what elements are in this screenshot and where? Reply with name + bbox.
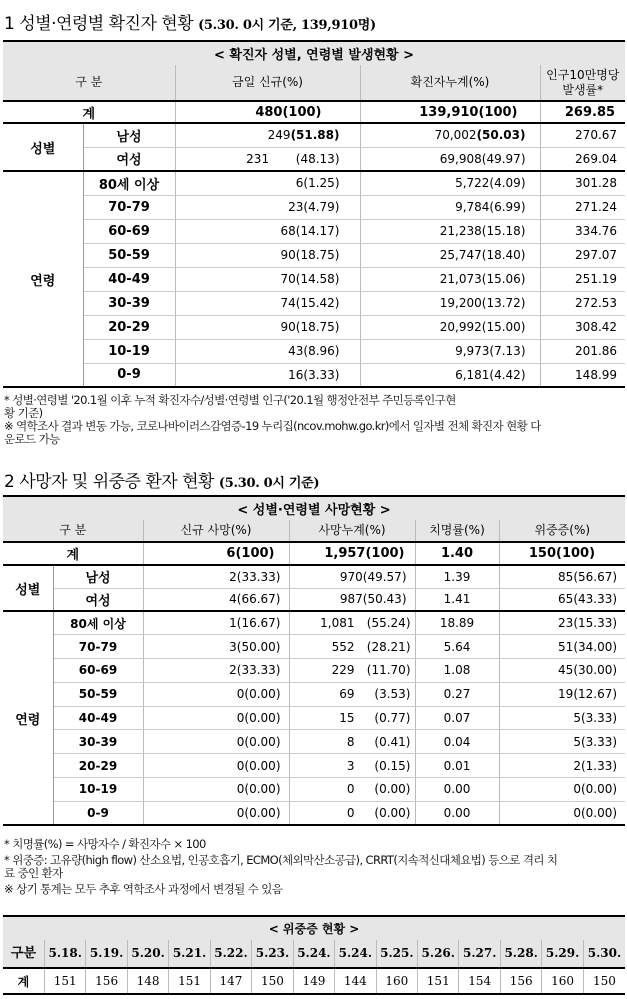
cell-value: 0(0.00) bbox=[143, 778, 289, 802]
table-row bbox=[3, 195, 625, 219]
cell-value: 229 bbox=[331, 663, 355, 678]
note-line: ※ 상기 통계는 모두 추후 역학조사 과정에서 변경될 수 있음 bbox=[4, 882, 283, 896]
cell-value: 0(0.00) bbox=[499, 778, 625, 802]
row-label: 70-79 bbox=[53, 635, 143, 659]
cell-value: 25,747(18.40) bbox=[360, 243, 540, 267]
table2-header-fatality: 치명률(%) bbox=[415, 520, 499, 542]
cell-value: 21,238(15.18) bbox=[360, 219, 540, 243]
table2-header-new: 신규 사망(%) bbox=[143, 520, 289, 542]
cell-value: 0(0.00) bbox=[143, 706, 289, 730]
cell-value: 90(18.75) bbox=[175, 315, 360, 339]
cell-value: (0.00) bbox=[374, 782, 411, 797]
cell-value: 2(33.33) bbox=[143, 565, 289, 588]
row-label: 여성 bbox=[83, 147, 175, 171]
row-label: 30-39 bbox=[53, 730, 143, 754]
cell-value: 150 bbox=[583, 968, 625, 994]
table-row bbox=[3, 315, 625, 339]
cell-value: 0.01 bbox=[415, 754, 499, 778]
cell-value: 0 bbox=[346, 806, 355, 821]
cell-value: 151 bbox=[44, 968, 85, 994]
date-header: 5.19. bbox=[86, 940, 127, 968]
cell-value: 5(3.33) bbox=[499, 730, 625, 754]
table-row bbox=[3, 147, 625, 171]
cell-value: 45(30.00) bbox=[499, 659, 625, 683]
cell-value: 251.19 bbox=[540, 267, 625, 291]
cell-value: 970(49.57) bbox=[289, 565, 415, 588]
cell-value: 3(50.00) bbox=[143, 635, 289, 659]
cell-value: (3.53) bbox=[374, 687, 411, 702]
cell-value: 0.07 bbox=[415, 706, 499, 730]
table1-header-new: 금일 신규(%) bbox=[175, 65, 360, 101]
table-row bbox=[3, 123, 625, 147]
cell-value bbox=[289, 635, 415, 659]
section1-title-text: 1 성별·연령별 확진자 현황 bbox=[4, 14, 194, 34]
cell-value: 0 bbox=[346, 782, 355, 797]
cell-value: 4(66.67) bbox=[143, 588, 289, 611]
section2-notes bbox=[4, 838, 624, 896]
section2-subtitle: (5.30. 0시 기준) bbox=[218, 476, 320, 491]
cell-value: 150 bbox=[252, 968, 293, 994]
table-row bbox=[3, 339, 625, 363]
total-new: 6(100) bbox=[143, 542, 289, 565]
date-header: 5.18. bbox=[44, 940, 85, 968]
cell-value: 74(15.42) bbox=[175, 291, 360, 315]
cell-value: 9,784(6.99) bbox=[360, 195, 540, 219]
cell-value: (0.15) bbox=[374, 758, 411, 773]
note-line: * 치명률(%) = 사망자수 / 확진자수 × 100 bbox=[4, 837, 206, 851]
cell-value: 0(0.00) bbox=[143, 682, 289, 706]
cell-value bbox=[289, 778, 415, 802]
cell-value: (0.41) bbox=[374, 734, 411, 749]
cell-value: 144 bbox=[335, 968, 376, 994]
row-label: 10-19 bbox=[83, 339, 175, 363]
row-label: 30-39 bbox=[83, 291, 175, 315]
row-label: 80세 이상 bbox=[83, 171, 175, 195]
row-label: 남성 bbox=[53, 565, 143, 588]
date-header: 5.30. bbox=[583, 940, 625, 968]
table1-header-category: 구 분 bbox=[3, 65, 175, 101]
section1-title bbox=[4, 9, 376, 34]
total-label: 계 bbox=[3, 542, 143, 565]
severe-trend-table bbox=[3, 915, 625, 995]
cell-value bbox=[289, 730, 415, 754]
date-header: 5.24. bbox=[335, 940, 376, 968]
cell-value: 231 bbox=[246, 151, 270, 166]
cell-value: (11.70) bbox=[366, 663, 411, 678]
cell-value bbox=[289, 801, 415, 825]
cell-value bbox=[289, 659, 415, 683]
cell-value: 148.99 bbox=[540, 363, 625, 387]
row-label: 40-49 bbox=[53, 706, 143, 730]
total-fatality: 1.40 bbox=[415, 542, 499, 565]
cell-value: 19(12.67) bbox=[499, 682, 625, 706]
table-row bbox=[3, 801, 625, 825]
cell-value: 3 bbox=[346, 758, 355, 773]
cell-value: 0(0.00) bbox=[143, 754, 289, 778]
table-row bbox=[3, 754, 625, 778]
cell-value: 987(50.43) bbox=[289, 588, 415, 611]
row-label: 10-19 bbox=[53, 778, 143, 802]
note-line: * 위중증: 고유량(high flow) 산소요법, 인공호흡기, ECMO(체외막산소공급), CRRT(지속적신대체요법) 등으로 격리 치 bbox=[4, 853, 558, 867]
table-row bbox=[3, 778, 625, 802]
cell-value: 1,081 bbox=[320, 616, 355, 631]
cell-value: 19,200(13.72) bbox=[360, 291, 540, 315]
cell-value: 85(56.67) bbox=[499, 565, 625, 588]
cell-value: 0(0.00) bbox=[143, 801, 289, 825]
cell-value: (55.24) bbox=[366, 616, 411, 631]
cell-value: 1.39 bbox=[415, 565, 499, 588]
cell-value: 20,992(15.00) bbox=[360, 315, 540, 339]
row-label: 60-69 bbox=[53, 659, 143, 683]
age-group-label: 연령 bbox=[3, 171, 83, 387]
cell-value: (50.03) bbox=[476, 128, 526, 143]
cell-value: 0.00 bbox=[415, 778, 499, 802]
cell-value: 148 bbox=[127, 968, 168, 994]
cell-value: 69,908 bbox=[439, 151, 482, 166]
table1-caption: < 확진자 성별, 연령별 발생현황 > bbox=[3, 41, 625, 65]
cell-value: 1.41 bbox=[415, 588, 499, 611]
cell-value: 1(16.67) bbox=[143, 611, 289, 635]
table3-row-label: 계 bbox=[3, 968, 44, 994]
date-header: 5.23. bbox=[252, 940, 293, 968]
total-severe: 150(100) bbox=[499, 542, 625, 565]
cell-value: 70,002 bbox=[434, 128, 477, 143]
cell-value: 147 bbox=[210, 968, 251, 994]
cell-value bbox=[289, 682, 415, 706]
cell-value bbox=[289, 754, 415, 778]
cell-value: 308.42 bbox=[540, 315, 625, 339]
cell-value: (0.77) bbox=[374, 711, 411, 726]
date-header: 5.26. bbox=[418, 940, 459, 968]
cell-value: 149 bbox=[293, 968, 334, 994]
table2-total-row bbox=[3, 542, 625, 565]
cell-value bbox=[289, 706, 415, 730]
cell-value: 65(43.33) bbox=[499, 588, 625, 611]
cell-value: (28.21) bbox=[366, 639, 411, 654]
date-header: 5.29. bbox=[542, 940, 583, 968]
cell-value: 151 bbox=[418, 968, 459, 994]
table-row bbox=[3, 588, 625, 611]
section2-title-text: 2 사망자 및 위중증 환자 현황 bbox=[4, 472, 214, 492]
cell-value: 6(1.25) bbox=[175, 171, 360, 195]
table-row bbox=[3, 565, 625, 588]
table2-caption: < 성별·연령별 사망현황 > bbox=[3, 496, 625, 520]
cell-value: 8 bbox=[346, 734, 355, 749]
cell-value: (49.97) bbox=[481, 151, 526, 166]
section2-title bbox=[4, 467, 319, 492]
table-row bbox=[3, 243, 625, 267]
cell-value: 51(34.00) bbox=[499, 635, 625, 659]
cell-value: 0.00 bbox=[415, 801, 499, 825]
cell-value: 151 bbox=[169, 968, 210, 994]
row-label: 남성 bbox=[83, 123, 175, 147]
table1-total-row bbox=[3, 101, 625, 123]
cell-value: 156 bbox=[500, 968, 541, 994]
cell-value: 156 bbox=[86, 968, 127, 994]
cell-value: 9,973(7.13) bbox=[360, 339, 540, 363]
table-row bbox=[3, 682, 625, 706]
note-line: 운로드 가능 bbox=[4, 432, 60, 446]
age-group-label: 연령 bbox=[3, 611, 53, 825]
date-header: 5.25. bbox=[376, 940, 417, 968]
table-row bbox=[3, 291, 625, 315]
table-row bbox=[3, 730, 625, 754]
table3-header-category: 구분 bbox=[3, 940, 44, 968]
table-row bbox=[3, 267, 625, 291]
total-label: 계 bbox=[3, 101, 175, 123]
cell-value: 18.89 bbox=[415, 611, 499, 635]
date-header: 5.27. bbox=[459, 940, 500, 968]
cell-value: 154 bbox=[459, 968, 500, 994]
cell-value: 249 bbox=[267, 128, 291, 143]
cell-value: 69 bbox=[339, 687, 355, 702]
cell-value: 70(14.58) bbox=[175, 267, 360, 291]
row-label: 0-9 bbox=[83, 363, 175, 387]
table1-header-cumulative: 확진자누계(%) bbox=[360, 65, 540, 101]
cell-value: 0(0.00) bbox=[499, 801, 625, 825]
section1-notes bbox=[4, 394, 624, 446]
cell-value: 2(1.33) bbox=[499, 754, 625, 778]
row-label: 80세 이상 bbox=[53, 611, 143, 635]
note-line: * 성별·연령별 '20.1월 이후 누적 확진자수/성별·연령별 인구('20.1월 행정안전부 주민등록인구현 bbox=[4, 393, 456, 407]
total-cumulative: 139,910(100) bbox=[360, 101, 540, 123]
gender-group-label: 성별 bbox=[3, 123, 83, 171]
table-row bbox=[3, 659, 625, 683]
date-header: 5.24. bbox=[293, 940, 334, 968]
table-row bbox=[3, 706, 625, 730]
cell-value: 5(3.33) bbox=[499, 706, 625, 730]
cell-value bbox=[289, 611, 415, 635]
cell-value: 160 bbox=[542, 968, 583, 994]
table2-header-category: 구 분 bbox=[3, 520, 143, 542]
table1-header-rate: 인구10만명당 발생률* bbox=[540, 65, 625, 101]
cell-value: 6,181(4.42) bbox=[360, 363, 540, 387]
cell-value: 201.86 bbox=[540, 339, 625, 363]
note-line: ※ 역학조사 결과 변동 가능, 코로나바이러스감염증-19 누리집(ncov.mohw.go.kr)에서 일자별 전체 확진자 현황 다 bbox=[4, 419, 541, 433]
cell-value: 5.64 bbox=[415, 635, 499, 659]
gender-group-label: 성별 bbox=[3, 565, 53, 611]
cell-value: 23(15.33) bbox=[499, 611, 625, 635]
table-row bbox=[3, 363, 625, 387]
table3-caption: < 위중증 현황 > bbox=[3, 916, 625, 940]
row-label: 40-49 bbox=[83, 267, 175, 291]
row-label: 여성 bbox=[53, 588, 143, 611]
cell-value: 0.27 bbox=[415, 682, 499, 706]
cell-value: 1.08 bbox=[415, 659, 499, 683]
cell-value: 0(0.00) bbox=[143, 730, 289, 754]
date-header: 5.22. bbox=[210, 940, 251, 968]
cell-value: (51.88) bbox=[290, 128, 340, 143]
deaths-table bbox=[3, 495, 625, 826]
note-line: 황 기준) bbox=[4, 406, 43, 420]
cell-value: 301.28 bbox=[540, 171, 625, 195]
cell-value: 2(33.33) bbox=[143, 659, 289, 683]
cell-value: 552 bbox=[331, 639, 355, 654]
row-label: 20-29 bbox=[53, 754, 143, 778]
date-header: 5.21. bbox=[169, 940, 210, 968]
total-cumulative: 1,957(100) bbox=[289, 542, 415, 565]
table-row bbox=[3, 171, 625, 195]
cell-value: 269.04 bbox=[540, 147, 625, 171]
cell-value: 271.24 bbox=[540, 195, 625, 219]
cell-value: 0.04 bbox=[415, 730, 499, 754]
table-row bbox=[3, 219, 625, 243]
row-label: 50-59 bbox=[83, 243, 175, 267]
row-label: 20-29 bbox=[83, 315, 175, 339]
row-label: 60-69 bbox=[83, 219, 175, 243]
cell-value: 15 bbox=[339, 711, 355, 726]
cell-value: 272.53 bbox=[540, 291, 625, 315]
total-new: 480(100) bbox=[175, 101, 360, 123]
cell-value: 21,073(15.06) bbox=[360, 267, 540, 291]
row-label: 70-79 bbox=[83, 195, 175, 219]
date-header: 5.20. bbox=[127, 940, 168, 968]
section1-subtitle: (5.30. 0시 기준, 139,910명) bbox=[198, 18, 376, 33]
note-line: 료 중인 환자 bbox=[4, 866, 63, 880]
cell-value: 334.76 bbox=[540, 219, 625, 243]
table-row bbox=[3, 611, 625, 635]
row-label: 0-9 bbox=[53, 801, 143, 825]
table-row bbox=[3, 635, 625, 659]
date-header: 5.28. bbox=[500, 940, 541, 968]
cell-value: 297.07 bbox=[540, 243, 625, 267]
cell-value: 5,722(4.09) bbox=[360, 171, 540, 195]
cell-value: 160 bbox=[376, 968, 417, 994]
cell-value: (48.13) bbox=[295, 151, 340, 166]
table2-header-cumulative: 사망누계(%) bbox=[289, 520, 415, 542]
cell-value: 43(8.96) bbox=[175, 339, 360, 363]
confirmed-cases-table bbox=[3, 40, 625, 388]
cell-value: 68(14.17) bbox=[175, 219, 360, 243]
cell-value: 90(18.75) bbox=[175, 243, 360, 267]
cell-value: (0.00) bbox=[374, 806, 411, 821]
row-label: 50-59 bbox=[53, 682, 143, 706]
cell-value: 270.67 bbox=[540, 123, 625, 147]
table2-header-severe: 위중증(%) bbox=[499, 520, 625, 542]
total-rate: 269.85 bbox=[540, 101, 625, 123]
cell-value: 16(3.33) bbox=[175, 363, 360, 387]
cell-value: 23(4.79) bbox=[175, 195, 360, 219]
